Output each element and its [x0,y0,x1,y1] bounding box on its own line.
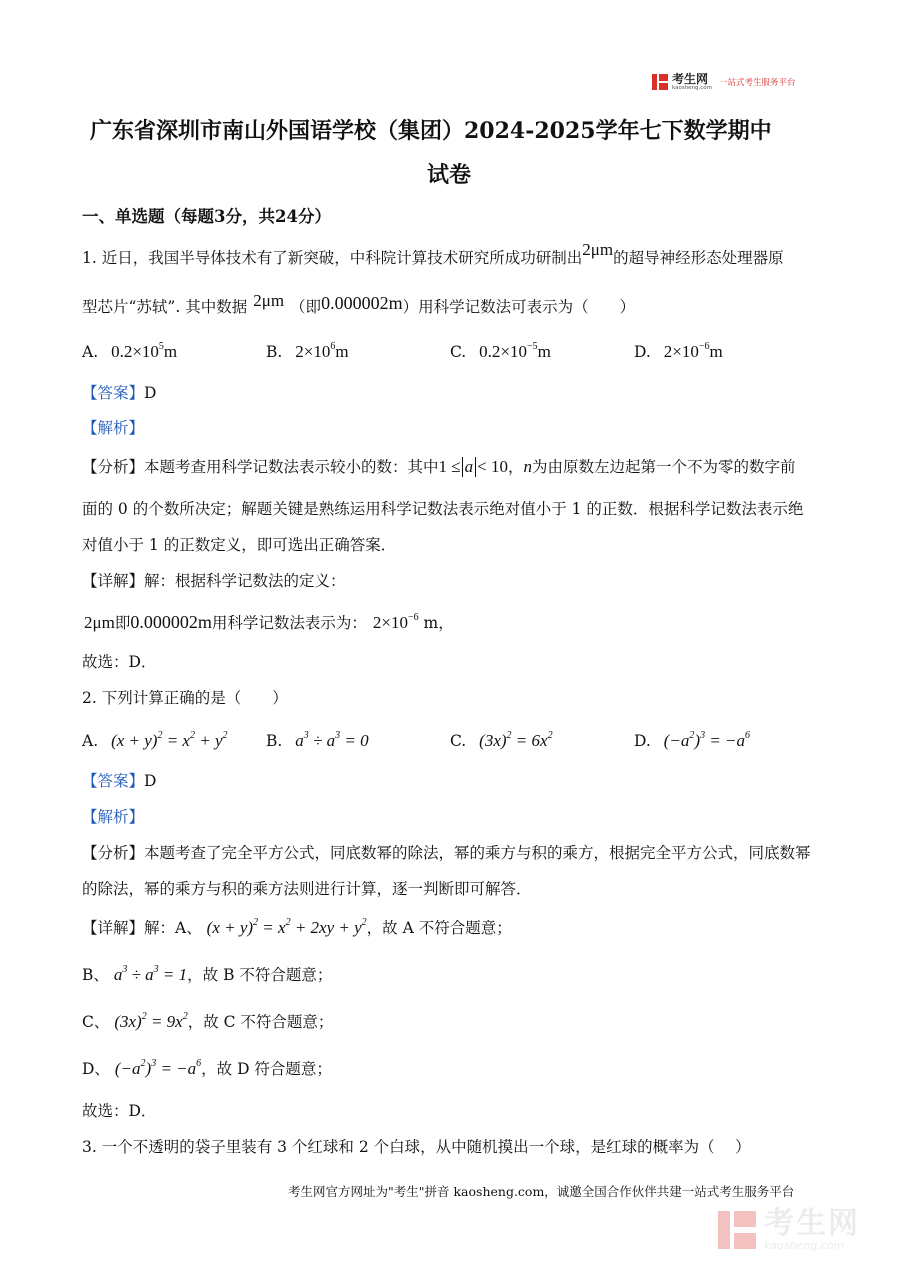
option-exponent: 3 [303,730,309,741]
answer-value: D [144,772,157,790]
logo-text [672,73,712,91]
xiangjie-math: = −a [156,1059,197,1078]
xiangjie-math: 2μm [84,613,115,632]
q1-option-b [266,342,349,362]
document-title-line2: 试卷 [427,162,472,188]
q2-fenxi-line2: 的除法，幂的乘方与积的乘方法则进行计算，逐一判断即可解答． [82,880,532,898]
option-label: D. [634,343,651,361]
xiangjie-exponent: −6 [407,612,419,623]
page-footer: 考生网官方网址为"考生"拼音 kaosheng.com，诚邀全国合作伙伴共建一站式考生服务平台 [288,1184,795,1199]
q1-xiangjie-line2 [84,612,454,633]
option-label: D. [634,732,651,750]
logo-slogan: 一站式考生服务平台 [719,78,796,88]
option-value: = −a [705,731,746,750]
q1-unit: 2μm [253,291,285,310]
q1-text: （即 [290,298,322,316]
fenxi-math: 1 ≤ [438,457,461,476]
q1-value: 0.000002m [321,293,403,313]
answer-value: D [144,384,157,402]
q2-fenxi-line1 [82,843,811,863]
option-value: ) [694,731,701,750]
q2-option-d [634,731,750,751]
q1-fenxi-line3: 对值小于 1 的正数定义，即可选出正确答案． [82,536,397,554]
xiangjie-text: 解：根据科学记数法的定义： [144,572,346,590]
xiangjie-math: 2×10 [372,613,408,632]
option-exponent: 2 [547,730,553,741]
xiangjie-exponent: 2 [182,1011,188,1022]
q2-analysis-tag: 【解析】 [82,808,145,826]
xiangjie-exponent: 2 [361,917,367,928]
xiangjie-math: a [113,965,123,984]
option-value: (−a [663,731,690,750]
option-unit: m [163,342,178,361]
xiangjie-text: 即 [114,614,131,632]
option-exponent: 3 [335,730,341,741]
option-value: ÷ a [308,731,336,750]
xiangjie-exponent: 3 [151,1058,157,1069]
xiangjie-math: ) [145,1059,152,1078]
xiangjie-tag: 【详解】 [82,919,145,937]
q1-guxuan: 故选：D． [82,653,157,671]
fenxi-tag: 【分析】 [82,844,145,862]
xiangjie-math: + 2xy + y [290,918,362,937]
option-value: = x [162,731,190,750]
xiangjie-exponent: 3 [122,964,128,975]
answer-tag: 【答案】 [82,384,145,402]
xiangjie-text: B、 [82,966,109,984]
q1-stem-line2 [82,291,636,317]
option-value: + y [194,731,223,750]
option-exponent: 2 [157,730,163,741]
option-label: B. [266,732,283,750]
xiangjie-exponent: 3 [153,964,159,975]
q1-text: 的超导神经形态处理器原 [613,249,784,267]
fenxi-math: n [523,457,532,476]
option-value: 0.2×10 [479,342,528,361]
xiangjie-exponent: 2 [253,917,259,928]
xiangjie-exponent: 2 [140,1058,146,1069]
q3-stem: 3. 一个不透明的袋子里装有 3 个红球和 2 个白球，从中随机摸出一个球，是红球的概率为（ ） [82,1138,751,1156]
answer-tag: 【答案】 [82,772,145,790]
fenxi-text: 本题考查用科学记数法表示较小的数：其中 [144,458,439,476]
xiangjie-math: (x + y) [206,918,254,937]
q1-fenxi-line1: 【分析】本题考查用科学记数法表示较小的数：其中1 ≤ a < 10，n为由原数左边起第一个不为零的数字前 [82,457,796,476]
xiangjie-math: (3x) [114,1012,142,1031]
option-label: C. [450,732,467,750]
q1-unit: 2μm [582,240,614,259]
xiangjie-text: ，故 B 不符合题意； [187,966,333,984]
xiangjie-text: m， [418,614,454,632]
option-value: (3x) [479,731,507,750]
xiangjie-math: ÷ a [127,965,154,984]
xiangjie-math: = 1 [158,965,188,984]
option-exponent: 5 [158,341,164,352]
xiangjie-text: 解：A、 [144,919,202,937]
q2-option-b [266,731,369,751]
q1-option-d [634,342,723,362]
fenxi-tag: 【分析】 [82,458,145,476]
q2-guxuan: 故选：D． [82,1102,157,1120]
xiangjie-tag: 【详解】 [82,572,145,590]
option-value: a [295,731,304,750]
q1-option-a [82,342,177,362]
q2-stem: 2. 下列计算正确的是（ ） [82,689,288,707]
watermark-domain: kaosheng.com [764,1239,845,1252]
xiangjie-text: D、 [82,1060,110,1078]
q1-xiangjie-line1 [82,571,346,591]
q2-xiangjie-d [82,1059,332,1079]
option-exponent: −6 [698,341,710,352]
xiangjie-math: 0.000002m [130,612,212,632]
xiangjie-text: ，故 A 不符合题意； [366,919,512,937]
xiangjie-text: C、 [82,1013,110,1031]
xiangjie-math: = 9x [146,1012,183,1031]
xiangjie-exponent: 2 [285,917,291,928]
q2-answer [82,771,156,791]
fenxi-math: a [462,457,477,477]
q1-text: 型芯片“苏轼”. 其中数据 [82,298,248,316]
q1-option-c [450,342,551,362]
option-label: C. [450,343,467,361]
q1-fenxi-line2: 面的 0 的个数所决定；解题关键是熟练运用科学记数法表示绝对值小于 1 的正数．根据科学记数法表示绝 [82,500,804,518]
option-unit: m [335,342,349,361]
header-logo [652,73,796,91]
option-exponent: 2 [506,730,512,741]
option-exponent: 6 [330,341,336,352]
q2-xiangjie-b [82,965,332,985]
q2-xiangjie-a [82,918,512,938]
q2-option-a [82,731,228,751]
option-value: = 6x [511,731,548,750]
option-value: = 0 [340,731,369,750]
q1-text: 1. 近日，我国半导体技术有了新突破，中科院计算技术研究所成功研制出 [82,249,583,267]
q1-analysis-tag: 【解析】 [82,419,145,437]
option-exponent: −5 [527,341,538,352]
option-label: A. [82,343,99,361]
kaosheng-logo-icon [652,74,668,90]
option-exponent: 2 [222,730,228,741]
watermark [718,1208,860,1252]
logo-domain: kaosheng.com [672,85,713,91]
kaosheng-watermark-icon [718,1211,756,1249]
fenxi-math: < 10 [477,457,508,476]
xiangjie-exponent: 2 [141,1011,147,1022]
watermark-name: 考生网 [764,1206,860,1241]
q1-stem-line1 [82,240,784,268]
xiangjie-text: 用科学记数法表示为： [211,614,367,632]
fenxi-text: 本题考查了完全平方公式，同底数幂的除法，幂的乘方与积的乘方，根据完全平方公式，同底数幂 [144,844,811,862]
option-value: 0.2×10 [111,342,159,361]
option-exponent: 2 [189,730,195,741]
option-exponent: 6 [745,730,751,741]
section-heading: 一、单选题（每题3分，共24分） [82,207,331,226]
option-value: 2×10 [295,342,331,361]
option-label: B. [266,343,283,361]
q1-answer [82,383,156,403]
document-title-line1: 广东省深圳市南山外国语学校（集团）2024-2025学年七下数学期中 [90,118,772,144]
option-unit: m [709,342,723,361]
q2-xiangjie-c [82,1012,333,1032]
option-value: (x + y) [111,731,158,750]
option-value: 2×10 [663,342,699,361]
xiangjie-text: ，故 C 不符合题意； [187,1013,334,1031]
option-label: A. [82,732,99,750]
xiangjie-math: = x [258,918,286,937]
option-exponent: 3 [700,730,706,741]
logo-name: 考生网 [672,72,709,86]
q2-option-c [450,731,553,751]
option-unit: m [537,342,551,361]
q1-text: ）用科学记数法可表示为（ ） [402,298,636,316]
fenxi-text: 为由原数左边起第一个不为零的数字前 [531,458,796,476]
xiangjie-text: ，故 D 符合题意； [201,1060,332,1078]
option-exponent: 2 [689,730,695,741]
xiangjie-math: (−a [114,1059,141,1078]
xiangjie-exponent: 6 [196,1058,202,1069]
